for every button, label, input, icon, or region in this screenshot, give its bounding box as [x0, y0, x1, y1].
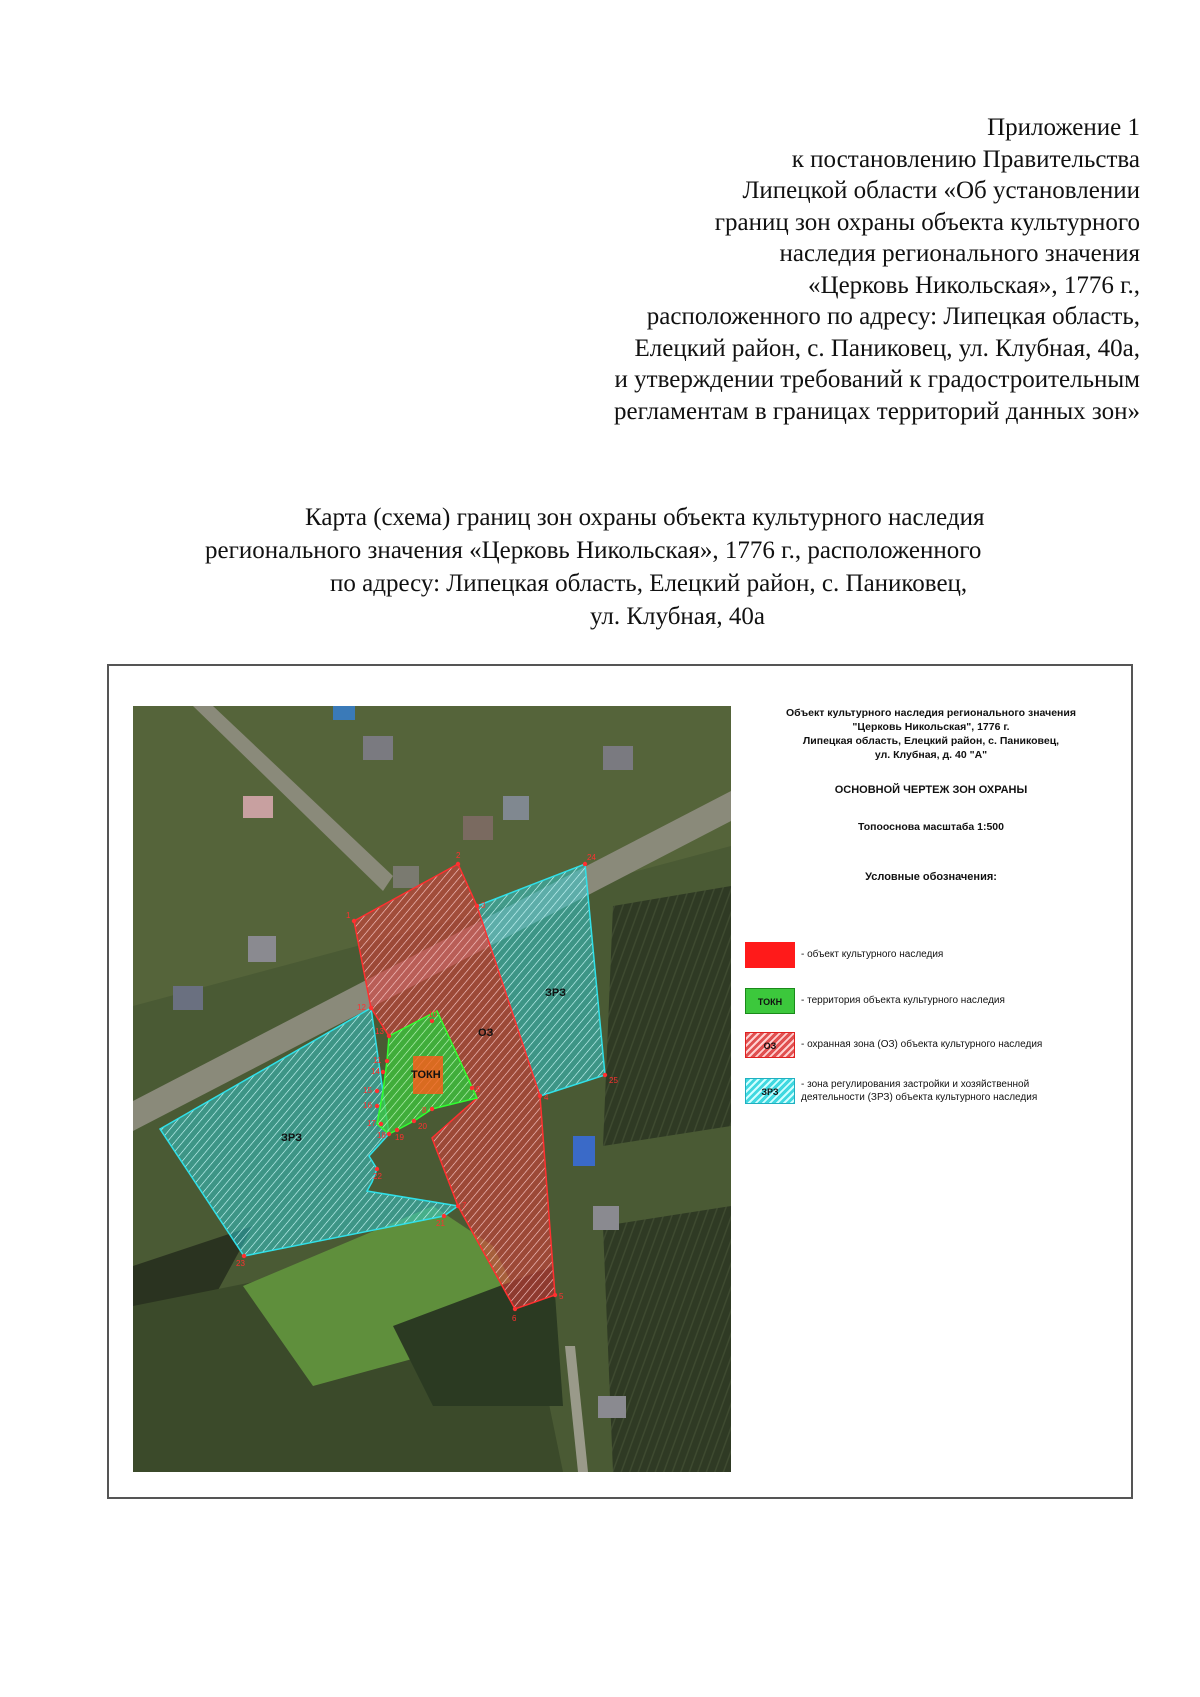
- boundary-point-number: 3: [481, 901, 486, 910]
- legend-item-label: - охранная зона (ОЗ) объекта культурного наследия: [801, 1039, 1043, 1050]
- appendix-line: расположенного по адресу: Липецкая область,: [646, 303, 1140, 330]
- satellite-map: [133, 706, 731, 1472]
- appendix-line: наследия регионального значения: [779, 240, 1140, 267]
- boundary-point-marker: [385, 1059, 389, 1063]
- boundary-point-number: 8: [422, 1106, 427, 1115]
- boundary-point-marker: [375, 1104, 379, 1108]
- boundary-point-number: 17: [367, 1119, 376, 1128]
- boundary-point-number: 18: [377, 1131, 386, 1140]
- appendix-line: Елецкий район, с. Паниковец, ул. Клубная, 40а,: [634, 334, 1140, 362]
- boundary-point-marker: [513, 1307, 517, 1311]
- boundary-point-marker: [387, 1132, 391, 1136]
- boundary-point-number: 22: [373, 1172, 382, 1181]
- boundary-point-number: 10: [428, 1010, 437, 1019]
- map-title-line: регионального значения «Церковь Никольская», 1776 г., расположенного: [205, 537, 982, 564]
- boundary-point-marker: [583, 862, 587, 866]
- boundary-point-marker: [381, 1070, 385, 1074]
- map-title-line: по адресу: Липецкая область, Елецкий район, с. Паниковец,: [330, 570, 968, 597]
- appendix-line: к постановлению Правительства: [791, 145, 1140, 173]
- boundary-point-marker: [387, 1034, 391, 1038]
- appendix-line: регламентам в границах территорий данных зон»: [614, 397, 1140, 425]
- zrz-zone-label-west: ЗРЗ: [281, 1132, 302, 1144]
- legend-item-label: - зона регулирования застройки и хозяйственной деятельности (ЗРЗ) объекта культурного наследия: [801, 1079, 1038, 1103]
- boundary-point-marker: [412, 1119, 416, 1123]
- appendix-line: границ зон охраны объекта культурного: [714, 208, 1140, 236]
- boundary-point-number: 14: [371, 1067, 380, 1076]
- legend-item-label: - объект культурного наследия: [801, 949, 944, 960]
- appendix-line: Приложение 1: [987, 114, 1140, 141]
- boundary-point-number: 20: [418, 1122, 427, 1131]
- boundary-point-marker: [430, 1019, 434, 1023]
- legend-heading: Условные обозначения:: [865, 871, 997, 883]
- boundary-point-number: 1: [346, 911, 351, 920]
- boundary-point-marker: [352, 919, 356, 923]
- boundary-point-number: 12: [357, 1003, 366, 1012]
- boundary-point-marker: [369, 1006, 373, 1010]
- legend-header-line: ул. Клубная, д. 40 "А": [874, 749, 988, 761]
- legend-swatch-zrz: ЗРЗ: [745, 1078, 795, 1104]
- map-title-line: ул. Клубная, 40а: [590, 603, 765, 630]
- boundary-point-marker: [395, 1128, 399, 1132]
- legend-header-line: Липецкая область, Елецкий район, с. Паниковец,: [802, 735, 1060, 747]
- oz-zone-label: ОЗ: [478, 1027, 494, 1039]
- boundary-point-number: 2: [456, 851, 461, 860]
- boundary-point-marker: [375, 1167, 379, 1171]
- boundary-point-number: 11: [373, 1056, 382, 1065]
- legend-swatch-tokn: ТОКН: [745, 988, 795, 1014]
- legend-object-header: [745, 706, 1117, 762]
- legend-swatch-object: [745, 942, 795, 968]
- drawing-title: ОСНОВНОЙ ЧЕРТЕЖ ЗОН ОХРАНЫ: [834, 784, 1028, 796]
- legend-item-label: - территория объекта культурного наследия: [801, 995, 1005, 1006]
- boundary-point-number: 19: [395, 1133, 404, 1142]
- legend-header-line: "Церковь Никольская", 1776 г.: [852, 721, 1010, 733]
- zrz-zone-label-east: ЗРЗ: [545, 987, 566, 999]
- boundary-point-number: 24: [587, 853, 596, 862]
- boundary-point-marker: [456, 862, 460, 866]
- map-frame: [107, 664, 1133, 1499]
- boundary-point-number: 23: [236, 1259, 245, 1268]
- boundary-point-marker: [538, 1094, 542, 1098]
- boundary-point-marker: [470, 1086, 474, 1090]
- boundary-point-marker: [442, 1214, 446, 1218]
- boundary-point-number: 15: [363, 1086, 372, 1095]
- legend-header-line: Объект культурного наследия регионального значения: [785, 707, 1076, 719]
- boundary-point-marker: [379, 1122, 383, 1126]
- boundary-point-number: 21: [436, 1219, 445, 1228]
- appendix-line: Липецкой области «Об установлении: [742, 177, 1140, 204]
- tokn-zone-label: ТОКН: [411, 1069, 441, 1081]
- boundary-point-number: 4: [544, 1093, 549, 1102]
- map-title-line: Карта (схема) границ зон охраны объекта культурного наследия: [305, 504, 985, 531]
- boundary-point-marker: [603, 1073, 607, 1077]
- boundary-point-number: 16: [363, 1101, 372, 1110]
- appendix-line: и утверждении требований к градостроительным: [614, 366, 1140, 393]
- boundary-point-marker: [375, 1089, 379, 1093]
- boundary-point-marker: [242, 1254, 246, 1258]
- boundary-point-number: 9: [476, 1085, 481, 1094]
- boundary-point-number: 7: [462, 1201, 467, 1210]
- boundary-point-number: 25: [609, 1076, 618, 1085]
- appendix-line: «Церковь Никольская», 1776 г.,: [808, 271, 1140, 299]
- boundary-point-number: 6: [512, 1314, 517, 1323]
- legend-swatch-oz: ОЗ: [745, 1032, 795, 1058]
- boundary-point-marker: [430, 1107, 434, 1111]
- scale-note: Топооснова масштаба 1:500: [857, 821, 1004, 833]
- boundary-point-marker: [553, 1293, 557, 1297]
- appendix-header: [440, 112, 1140, 427]
- legend-panel: [745, 706, 1117, 1103]
- boundary-point-marker: [456, 1204, 460, 1208]
- boundary-point-marker: [475, 904, 479, 908]
- boundary-point-number: 13: [375, 1027, 384, 1036]
- boundary-point-number: 5: [559, 1292, 564, 1301]
